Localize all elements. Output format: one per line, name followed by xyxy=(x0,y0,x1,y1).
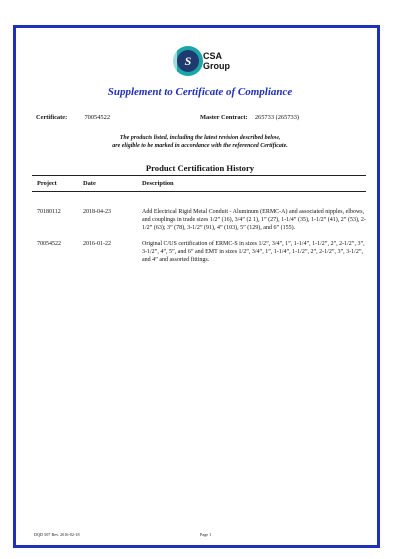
svg-text:S: S xyxy=(184,54,192,68)
master-contract-label: Master Contract: xyxy=(200,114,248,121)
row-date: 2016-01-22 xyxy=(83,241,111,247)
header-divider xyxy=(32,191,366,192)
certificate-value: 70054522 xyxy=(84,114,111,121)
certificate-field xyxy=(36,114,110,121)
row-date: 2018-04-23 xyxy=(83,209,111,215)
page-number: Page 1 xyxy=(200,532,212,537)
history-divider xyxy=(32,175,366,176)
document-title: Supplement to Certificate of Compliance xyxy=(107,86,293,98)
history-title: Product Certification History xyxy=(145,163,255,173)
row-project: 70180112 xyxy=(37,209,61,215)
row-description: Original C/US certification of ERMC-S in sizes 1/2”, 3/4”, 1”, 1-1/4”, 1-1/2”, 2”, 2-1/2”, 3”, 3-1/2”, 4”, 5”, and 6” and EMT in sizes 1/2”, 3/4”, 1”, 1-1/4”, 1-1/2”, 2”, 2-1/2”, 3”, 3-1/2”, and 4” and assorted fittings. xyxy=(142,241,365,263)
logo-wordmark xyxy=(203,51,230,71)
master-contract-field xyxy=(200,114,299,121)
master-contract-value: 265733 (265733) xyxy=(254,114,300,121)
notice-line1: The products listed, including the latest revision described below, xyxy=(119,135,281,141)
logo-brand-line1: CSA xyxy=(203,51,223,61)
certificate-label: Certificate: xyxy=(36,114,68,121)
column-header-description: Description xyxy=(142,180,174,187)
eligibility-notice xyxy=(0,134,400,150)
column-header-date: Date xyxy=(83,180,96,187)
notice-line2: are eligible to be marked in accordance with the referenced Certificate. xyxy=(112,143,288,149)
row-description: Add Electrical Rigid Metal Conduit - Aluminum (ERMC-A) and associated nipples, elbows, and couplings in trade sizes 1/2” (16), 3/4” (2 1), 1” (27), 1-1/4” (35), 1-1/2” (41), 2” (53), 2-1/2” (63); 3” (78), 3-1/2” (91), 4” (103), 5” (129), and 6” (155). xyxy=(142,209,366,231)
form-number: DQD 507 Rev. 2016-02-18 xyxy=(34,532,80,537)
row-project: 70054522 xyxy=(37,241,61,247)
column-header-project: Project xyxy=(37,180,57,187)
page-border xyxy=(13,25,380,548)
logo-brand-line2: Group xyxy=(203,61,230,71)
